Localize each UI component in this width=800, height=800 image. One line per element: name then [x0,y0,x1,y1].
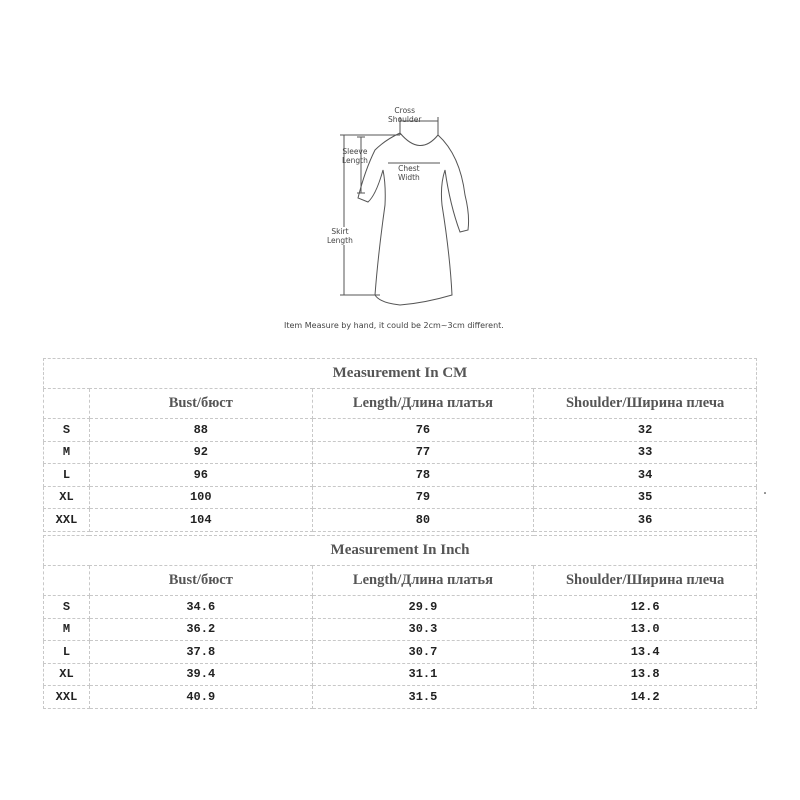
length-cell: 78 [312,464,534,487]
shoulder-cell: 34 [534,464,757,487]
length-cell: 31.5 [312,686,534,709]
length-cell: 76 [312,419,534,442]
shoulder-cell: 14.2 [534,686,757,709]
shoulder-cell: 33 [534,441,757,464]
skirt-length-label [327,227,353,245]
shoulder-cell: 13.0 [534,618,757,641]
shoulder-cell: 35 [534,486,757,509]
bust-cell: 100 [89,486,312,509]
cross-shoulder-line2: Shoulder [388,115,422,124]
sleeve-length-line1: Sleeve [342,147,368,156]
bust-cell: 96 [89,464,312,487]
table-row [44,464,757,487]
chest-width-line2: Width [398,173,420,182]
measurement-table-cm [43,358,757,532]
size-cell: XXL [44,686,90,709]
length-cell: 77 [312,441,534,464]
stray-dot [764,492,766,494]
shoulder-cell: 36 [534,509,757,532]
length-cell: 30.3 [312,618,534,641]
measurement-note: Item Measure by hand, it could be 2cm~3cm different. [284,321,504,330]
column-header-shoulder: Shoulder/Ширина плеча [534,566,757,596]
length-cell: 80 [312,509,534,532]
column-header-size [44,566,90,596]
table-row [44,663,757,686]
bust-cell: 40.9 [89,686,312,709]
measurement-table-inch [43,535,757,709]
size-cell: M [44,618,90,641]
length-cell: 29.9 [312,596,534,619]
shoulder-cell: 12.6 [534,596,757,619]
table-row [44,486,757,509]
size-cell: S [44,596,90,619]
length-cell: 31.1 [312,663,534,686]
size-cell: L [44,641,90,664]
shoulder-cell: 32 [534,419,757,442]
sleeve-length-line2: Length [342,156,368,165]
shoulder-cell: 13.4 [534,641,757,664]
size-cell: XXL [44,509,90,532]
table-row [44,509,757,532]
table-row [44,596,757,619]
table-row [44,686,757,709]
table-row [44,641,757,664]
skirt-length-line2: Length [327,236,353,245]
chest-width-line1: Chest [398,164,420,173]
size-cell: XL [44,486,90,509]
chest-width-label [398,164,420,182]
bust-cell: 36.2 [89,618,312,641]
table-row [44,618,757,641]
dress-outline-icon [300,95,500,310]
bust-cell: 92 [89,441,312,464]
column-header-length: Length/Длина платья [312,389,534,419]
bust-cell: 37.8 [89,641,312,664]
column-header-length: Length/Длина платья [312,566,534,596]
table-row [44,419,757,442]
shoulder-cell: 13.8 [534,663,757,686]
table-title: Measurement In CM [44,359,757,389]
sleeve-length-label [342,147,368,165]
cross-shoulder-label [388,106,421,124]
cross-shoulder-line1: Cross [394,106,415,115]
size-cell: M [44,441,90,464]
skirt-length-line1: Skirt [331,227,349,236]
column-header-bust: Bust/бюст [89,566,312,596]
bust-cell: 104 [89,509,312,532]
bust-cell: 88 [89,419,312,442]
bust-cell: 39.4 [89,663,312,686]
bust-cell: 34.6 [89,596,312,619]
table-row [44,441,757,464]
column-header-size [44,389,90,419]
dress-measurement-diagram [300,95,500,310]
size-cell: L [44,464,90,487]
column-header-bust: Bust/бюст [89,389,312,419]
length-cell: 30.7 [312,641,534,664]
size-cell: XL [44,663,90,686]
size-cell: S [44,419,90,442]
table-title: Measurement In Inch [44,536,757,566]
column-header-shoulder: Shoulder/Ширина плеча [534,389,757,419]
length-cell: 79 [312,486,534,509]
